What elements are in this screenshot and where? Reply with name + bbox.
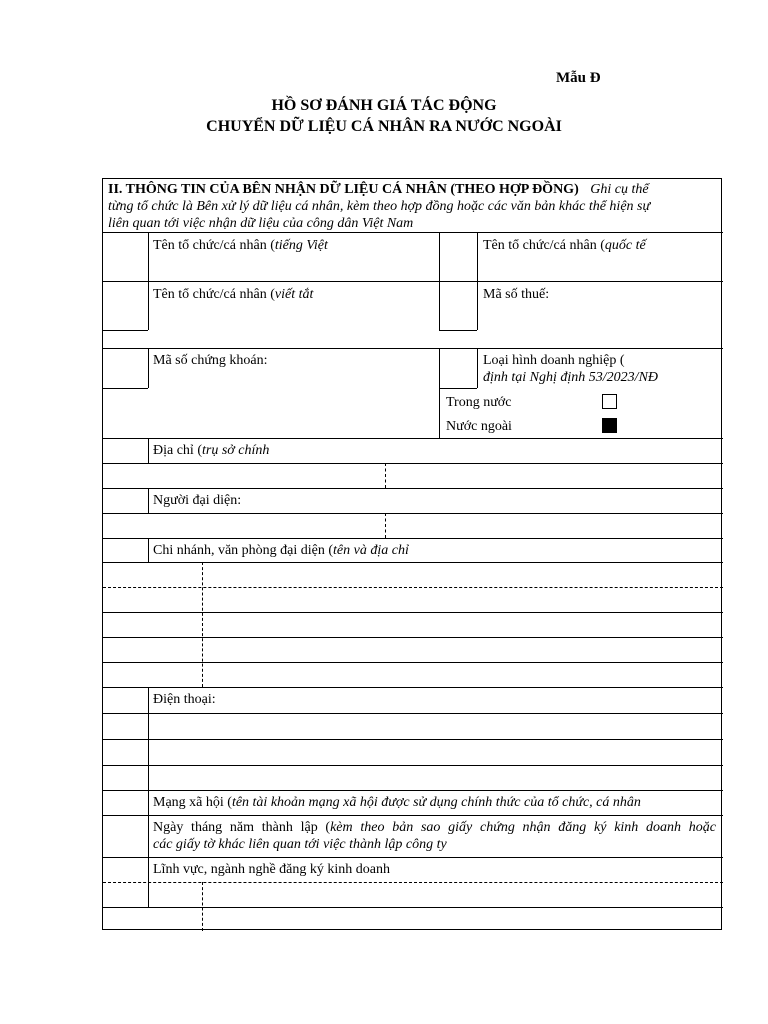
document-title-line2: CHUYỂN DỮ LIỆU CÁ NHÂN RA NƯỚC NGOÀI (206, 118, 562, 135)
row-divider-dashed (103, 587, 723, 588)
phone-field-label: Điện thoại: (153, 692, 216, 707)
column-divider-dashed (385, 513, 386, 538)
domestic-option-label: Trong nước (446, 395, 512, 410)
row-divider (103, 907, 723, 908)
row-divider (103, 562, 723, 563)
column-divider (439, 232, 440, 330)
business-type-note: định tại Nghị định 53/2023/NĐ (483, 370, 659, 385)
row-divider (103, 463, 723, 464)
section-heading-line1 (108, 182, 649, 198)
row-divider (103, 612, 723, 613)
social-field-label: Mạng xã hội (tên tài khoản mạng xã hội được sử dụng chính thức của tổ chức, cá nhân (153, 795, 641, 810)
row-divider (103, 790, 723, 791)
name-abbr-field-label: Tên tổ chức/cá nhân (viết tắt (153, 287, 314, 302)
foreign-option-label: Nước ngoài (446, 419, 512, 434)
row-divider (103, 232, 723, 233)
row-divider (439, 330, 477, 331)
row-divider (103, 538, 723, 539)
column-divider (148, 438, 149, 463)
row-divider (103, 857, 723, 858)
column-divider-dashed (202, 882, 203, 931)
row-divider (439, 388, 477, 389)
row-divider-dashed (103, 882, 723, 883)
name-intl-field-label: Tên tổ chức/cá nhân (quốc tế (483, 238, 646, 253)
column-divider (148, 488, 149, 513)
column-divider (148, 232, 149, 330)
row-divider (103, 637, 723, 638)
column-divider (148, 348, 149, 388)
row-divider (103, 815, 723, 816)
tax-code-field-label: Mã số thuế: (483, 287, 550, 302)
representative-field-label: Người đại diện: (153, 493, 242, 508)
column-divider (477, 348, 478, 388)
section-note-line2: từng tổ chức là Bên xử lý dữ liệu cá nhân, kèm theo hợp đồng hoặc các văn bản khác thể hiện sự (108, 199, 651, 214)
business-field-label: Lĩnh vực, ngành nghề đăng ký kinh doanh (153, 862, 390, 877)
row-divider (103, 739, 723, 740)
row-divider (103, 281, 723, 282)
branch-field-label: Chi nhánh, văn phòng đại diện (tên và địa chỉ (153, 543, 409, 558)
founding-field-label: Ngày tháng năm thành lập (kèm theo bản sao giấy chứng nhận đăng ký kinh doanh hoặc (153, 820, 716, 835)
column-divider (148, 538, 149, 562)
business-type-field-label: Loại hình doanh nghiệp ( (483, 353, 625, 368)
row-divider (103, 388, 148, 389)
row-divider (103, 330, 148, 331)
row-divider (103, 713, 723, 714)
section-note-line3: liên quan tới việc nhận dữ liệu của công dân Việt Nam (108, 216, 414, 231)
column-divider-dashed (385, 463, 386, 488)
stock-code-field-label: Mã số chứng khoán: (153, 353, 268, 368)
column-divider (477, 232, 478, 330)
row-divider (103, 765, 723, 766)
column-divider (439, 348, 440, 438)
row-divider (103, 687, 723, 688)
column-divider (148, 687, 149, 907)
row-divider (103, 662, 723, 663)
section-note-start: Ghi cụ thể (590, 182, 649, 197)
row-divider (103, 513, 723, 514)
address-field-label: Địa chỉ (trụ sở chính (153, 443, 270, 458)
row-divider (103, 488, 723, 489)
row-divider (103, 348, 723, 349)
form-code: Mẫu Đ (556, 70, 601, 86)
row-divider (103, 438, 723, 439)
document-title-line1: HỒ SƠ ĐÁNH GIÁ TÁC ĐỘNG (271, 97, 497, 114)
foreign-checkbox[interactable] (602, 418, 617, 433)
domestic-checkbox[interactable] (602, 394, 617, 409)
recipient-info-table (102, 178, 722, 930)
column-divider-dashed (202, 562, 203, 687)
section-heading: II. THÔNG TIN CỦA BÊN NHẬN DỮ LIỆU CÁ NHÂN (THEO HỢP ĐỒNG) (108, 182, 579, 197)
founding-field-note: các giấy tờ khác liên quan tới việc thành lập công ty (153, 837, 447, 852)
name-vn-field-label: Tên tổ chức/cá nhân (tiếng Việt (153, 238, 328, 253)
